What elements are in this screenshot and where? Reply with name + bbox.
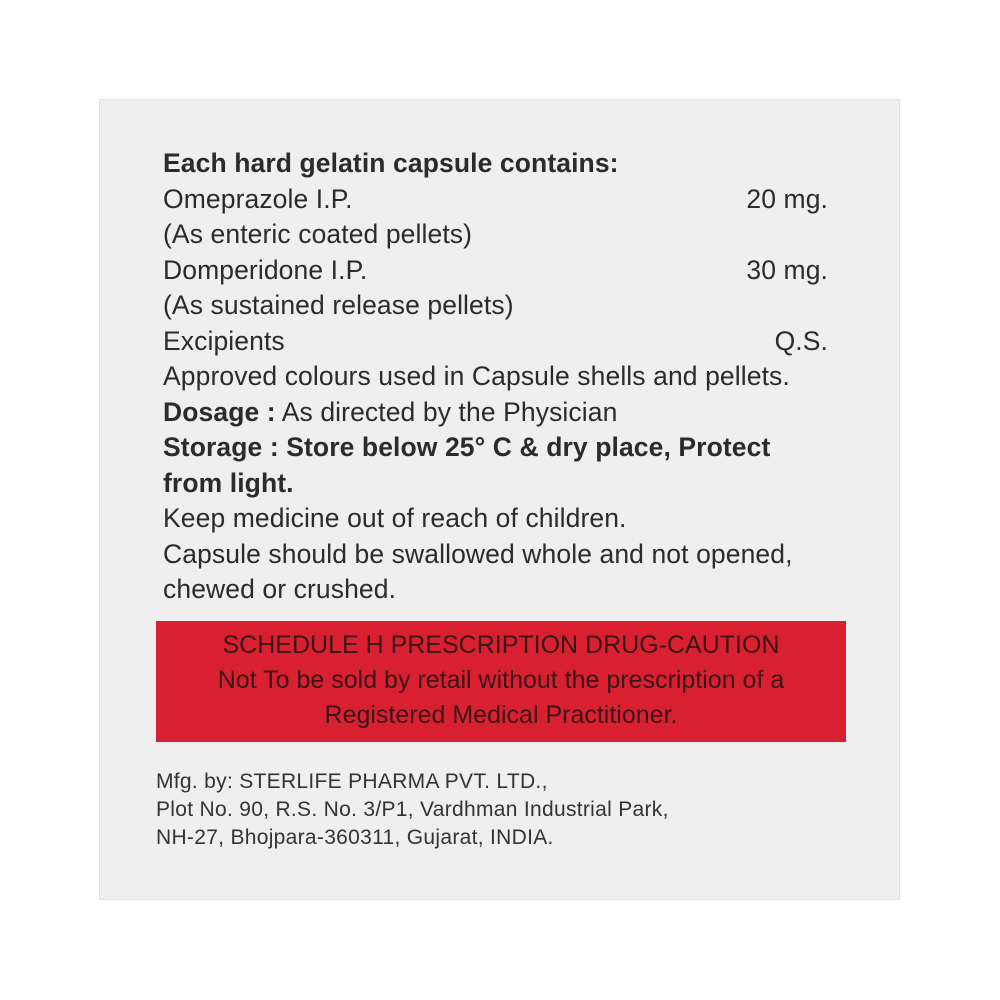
manufacturer-line-1: Mfg. by: STERLIFE PHARMA PVT. LTD., xyxy=(156,770,548,793)
caution-title: SCHEDULE H PRESCRIPTION DRUG-CAUTION xyxy=(222,631,780,659)
ingredient-note: (As sustained release pellets) xyxy=(163,290,514,320)
children-warning: Keep medicine out of reach of children. xyxy=(163,503,627,533)
ingredient-name: Domperidone I.P. xyxy=(163,254,368,285)
composition-heading: Each hard gelatin capsule contains: xyxy=(163,148,619,178)
ingredient-row-omeprazole xyxy=(163,182,843,218)
dosage-label: Dosage : xyxy=(163,396,276,427)
ingredient-row-excipients xyxy=(163,324,843,360)
dosage-text: As directed by the Physician xyxy=(281,396,618,427)
storage-line-2: from light. xyxy=(163,467,294,498)
ingredient-note: (As enteric coated pellets) xyxy=(163,219,473,249)
swallow-warning-line-2: chewed or crushed. xyxy=(163,574,397,604)
label-panel xyxy=(99,99,900,900)
dosage-line xyxy=(163,395,843,431)
composition-section xyxy=(163,146,843,608)
ingredient-row-domperidone xyxy=(163,253,843,289)
manufacturer-info xyxy=(156,768,669,852)
ingredient-name: Excipients xyxy=(163,325,285,356)
caution-text-line-2: Registered Medical Practitioner. xyxy=(324,701,678,729)
ingredient-quantity: 30 mg. xyxy=(746,254,828,285)
manufacturer-line-3: NH-27, Bhojpara-360311, Gujarat, INDIA. xyxy=(156,826,554,849)
ingredient-name: Omeprazole I.P. xyxy=(163,183,353,214)
ingredient-quantity: 20 mg. xyxy=(746,183,828,214)
ingredient-quantity: Q.S. xyxy=(774,325,828,356)
colours-note: Approved colours used in Capsule shells and pellets. xyxy=(163,361,790,391)
caution-text-line-1: Not To be sold by retail without the prescription of a xyxy=(217,666,785,694)
manufacturer-line-2: Plot No. 90, R.S. No. 3/P1, Vardhman Industrial Park, xyxy=(156,798,669,821)
schedule-h-caution-box xyxy=(156,621,846,742)
swallow-warning-line-1: Capsule should be swallowed whole and not opened, xyxy=(163,538,793,569)
storage-line-1: Storage : Store below 25° C & dry place, Protect xyxy=(163,432,771,462)
